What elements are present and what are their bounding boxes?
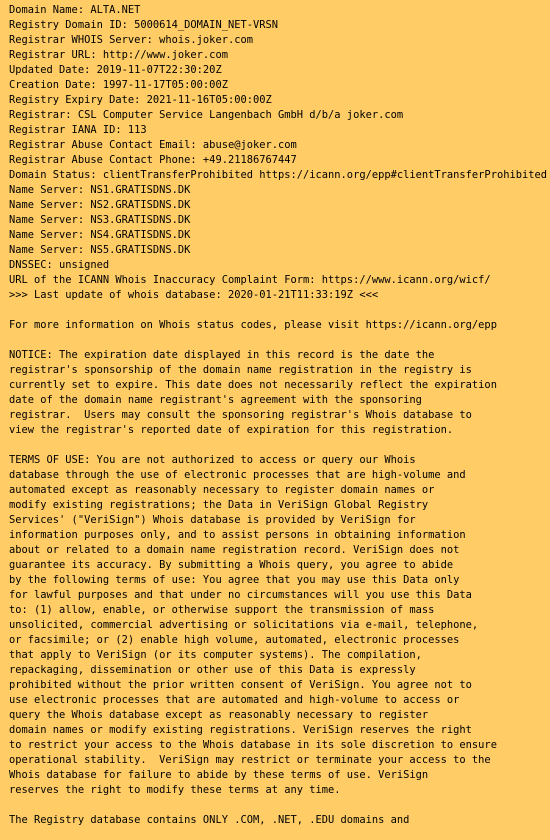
whois-line: Name Server: NS1.GRATISDNS.DK <box>9 184 191 196</box>
whois-line: Domain Name: ALTA.NET <box>9 4 141 16</box>
whois-line: that apply to VeriSign (or its computer systems). The compilation, <box>9 649 422 661</box>
whois-line: NOTICE: The expiration date displayed in this record is the date the <box>9 349 435 361</box>
whois-line: modify existing registrations; the Data in VeriSign Global Registry <box>9 499 429 511</box>
whois-line: prohibited without the prior written consent of VeriSign. You agree not to <box>9 679 472 691</box>
whois-line: information purposes only, and to assist persons in obtaining information <box>9 529 466 541</box>
whois-line: unsolicited, commercial advertising or solicitations via e-mail, telephone, <box>9 619 479 631</box>
whois-line: date of the domain name registrant's agreement with the sponsoring <box>9 394 422 406</box>
whois-line: for lawful purposes and that under no circumstances will you use this Data <box>9 589 472 601</box>
whois-line: For more information on Whois status codes, please visit https://icann.org/epp <box>9 319 497 331</box>
whois-line: use electronic processes that are automated and high-volume to access or <box>9 694 460 706</box>
whois-line: Registry Domain ID: 5000614_DOMAIN_NET-VRSN <box>9 19 278 31</box>
whois-line: >>> Last update of whois database: 2020-01-21T11:33:19Z <<< <box>9 289 379 301</box>
whois-line: TERMS OF USE: You are not authorized to access or query our Whois <box>9 454 416 466</box>
whois-line: Creation Date: 1997-11-17T05:00:00Z <box>9 79 228 91</box>
whois-line: registrar. Users may consult the sponsoring registrar's Whois database to <box>9 409 472 421</box>
whois-line: Registrar WHOIS Server: whois.joker.com <box>9 34 253 46</box>
whois-line: Services' ("VeriSign") Whois database is provided by VeriSign for <box>9 514 416 526</box>
whois-line: Name Server: NS5.GRATISDNS.DK <box>9 244 191 256</box>
whois-line: Registrar: CSL Computer Service Langenbach GmbH d/b/a joker.com <box>9 109 404 121</box>
whois-line: Name Server: NS2.GRATISDNS.DK <box>9 199 191 211</box>
whois-line <box>9 798 550 813</box>
whois-line: registrar's sponsorship of the domain name registration in the registry is <box>9 364 472 376</box>
whois-line: currently set to expire. This date does not necessarily reflect the expiration <box>9 379 497 391</box>
whois-line: Domain Status: clientTransferProhibited https://icann.org/epp#clientTransferProhibited <box>9 169 547 181</box>
whois-line: Registry Expiry Date: 2021-11-16T05:00:00Z <box>9 94 272 106</box>
whois-line <box>9 303 550 318</box>
whois-line: Registrar URL: http://www.joker.com <box>9 49 228 61</box>
whois-line: Name Server: NS3.GRATISDNS.DK <box>9 214 191 226</box>
whois-line: DNSSEC: unsigned <box>9 259 110 271</box>
whois-line <box>9 438 550 453</box>
whois-line <box>9 333 550 348</box>
whois-line: operational stability. VeriSign may restrict or terminate your access to the <box>9 754 491 766</box>
whois-line: URL of the ICANN Whois Inaccuracy Complaint Form: https://www.icann.org/wicf/ <box>9 274 491 286</box>
whois-line: Name Server: NS4.GRATISDNS.DK <box>9 229 191 241</box>
whois-line: guarantee its accuracy. By submitting a Whois query, you agree to abide <box>9 559 454 571</box>
whois-line: Registrar Abuse Contact Email: abuse@joker.com <box>9 139 297 151</box>
whois-line: Registrar Abuse Contact Phone: +49.21186767447 <box>9 154 297 166</box>
whois-line: or facsimile; or (2) enable high volume, automated, electronic processes <box>9 634 460 646</box>
whois-line: domain names or modify existing registrations. VeriSign reserves the right <box>9 724 472 736</box>
whois-line: Updated Date: 2019-11-07T22:30:20Z <box>9 64 222 76</box>
whois-line: query the Whois database except as reasonably necessary to register <box>9 709 429 721</box>
whois-line: automated except as reasonably necessary to register domain names or <box>9 484 435 496</box>
whois-line: The Registry database contains ONLY .COM, .NET, .EDU domains and <box>9 814 410 826</box>
whois-line: reserves the right to modify these terms at any time. <box>9 784 341 796</box>
whois-line: Whois database for failure to abide by these terms of use. VeriSign <box>9 769 429 781</box>
whois-line: database through the use of electronic processes that are high-volume and <box>9 469 466 481</box>
whois-line: Registrar IANA ID: 113 <box>9 124 147 136</box>
whois-line: by the following terms of use: You agree that you may use this Data only <box>9 574 460 586</box>
whois-line: to: (1) allow, enable, or otherwise support the transmission of mass <box>9 604 435 616</box>
whois-line: repackaging, dissemination or other use of this Data is expressly <box>9 664 416 676</box>
whois-line: view the registrar's reported date of expiration for this registration. <box>9 424 454 436</box>
whois-line: about or related to a domain name registration record. VeriSign does not <box>9 544 460 556</box>
whois-text-block <box>9 3 550 828</box>
whois-line: to restrict your access to the Whois database in its sole discretion to ensure <box>9 739 497 751</box>
